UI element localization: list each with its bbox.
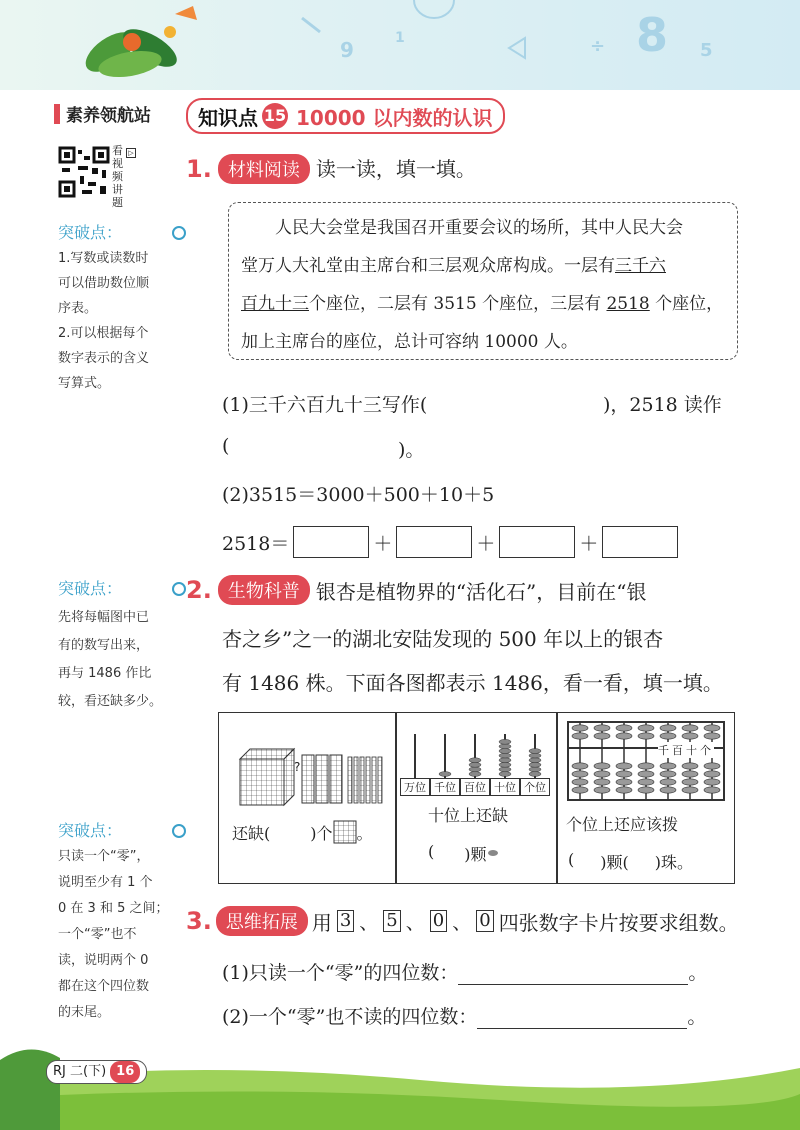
- q1-part2-lhs: 2518＝: [222, 532, 290, 555]
- abacus-bead: [499, 758, 511, 763]
- reading-line: 人民大会堂是我国召开重要会议的场所，其中人民大会: [275, 218, 683, 238]
- abacus-bead: [616, 779, 632, 785]
- plus-sign: ＋: [373, 532, 393, 555]
- number-card: 5: [383, 910, 400, 932]
- abacus-bead: [529, 753, 541, 758]
- abacus-bead: [638, 771, 654, 777]
- abacus-bead: [499, 749, 511, 754]
- abacus-bead: [469, 758, 481, 763]
- thousand-cube: [240, 749, 294, 805]
- abacus-labels: 千百十个: [658, 744, 714, 757]
- abacus-bead: [638, 733, 654, 739]
- q3-part1-label: (1)只读一个“零”的四位数：: [222, 962, 459, 984]
- panel3-fill-b: )颗(: [600, 853, 629, 872]
- answer-blank-5[interactable]: [574, 850, 600, 873]
- decor-glyph: 5: [700, 40, 713, 61]
- abacus-bead: [660, 763, 676, 769]
- bead-icon: [487, 848, 499, 858]
- decor-glyph: ÷: [590, 36, 606, 57]
- abacus-bead: [704, 787, 720, 793]
- station-marker: [54, 104, 60, 124]
- abacus-bead: [682, 787, 698, 793]
- reading-line: 堂万人大礼堂由主席台和三层观众席构成。一层有三千六: [241, 256, 666, 276]
- panel1-fill-b: )个: [310, 823, 333, 843]
- abacus-bead: [616, 787, 632, 793]
- abacus-bead: [469, 772, 481, 777]
- abacus-bead: [499, 762, 511, 767]
- abacus-bead: [439, 772, 451, 777]
- q2-text-line: 银杏是植物界的“活化石”，目前在“银: [315, 579, 647, 604]
- q3-part2-label: (2)一个“零”也不读的四位数：: [222, 1006, 478, 1028]
- qr-caption: 看 视 频 讲 题: [112, 144, 123, 209]
- tip-pin-icon: [172, 226, 186, 240]
- q1-part1-d: )。: [398, 439, 425, 461]
- abacus-bead: [682, 733, 698, 739]
- abacus-bead: [616, 763, 632, 769]
- place-label: 千位: [430, 778, 460, 796]
- abacus-bead: [660, 725, 676, 731]
- abacus-bead: [660, 771, 676, 777]
- edition-label: RJ 二(下): [53, 1064, 107, 1079]
- page-number: 16: [110, 1061, 140, 1083]
- q3-part2: (2)一个“零”也不读的四位数： 。: [222, 1002, 706, 1029]
- abacus-bead: [682, 763, 698, 769]
- station-title: 素养领航站: [66, 106, 151, 126]
- abacus-bead: [469, 767, 481, 772]
- tip-body: 1.写数或读数时 可以借助数位顺 序表。 2.可以根据每个 数字表示的含义 写算式。: [58, 251, 150, 391]
- panel2-fill: [428, 842, 499, 865]
- q1-header: [186, 147, 476, 191]
- q3-text-b: 四张数字卡片按要求组数。: [498, 910, 739, 935]
- abacus-bead: [572, 733, 588, 739]
- answer-box[interactable]: [499, 526, 575, 558]
- q2-number: 2.: [186, 576, 212, 604]
- abacus-bead: [469, 762, 481, 767]
- answer-box[interactable]: [293, 526, 369, 558]
- number-card: 3: [337, 910, 354, 932]
- q2-text-line: 有 1486 株。下面各图都表示 1486，看一看，填一填。: [222, 671, 723, 695]
- panel1-fill: [232, 820, 373, 844]
- answer-box[interactable]: [602, 526, 678, 558]
- abacus-bead: [594, 725, 610, 731]
- abacus-bead: [616, 725, 632, 731]
- abacus-bead: [660, 733, 676, 739]
- panel3-caption: 个位上还应该拨: [566, 815, 679, 834]
- abacus-bead: [499, 739, 511, 744]
- tip-title: 突破点：: [58, 821, 123, 840]
- decor-glyph: 9: [340, 38, 354, 62]
- hundred-flats: [302, 755, 342, 803]
- abacus-bead: [529, 767, 541, 772]
- q1-badge: 材料阅读: [218, 154, 310, 184]
- tip-pin-icon: [172, 824, 186, 838]
- pencil-decor-icon: [300, 14, 324, 36]
- q1-instruction: 读一读，填一填。: [315, 157, 476, 181]
- abacus-bead: [682, 771, 698, 777]
- panel3-fill-a: (: [568, 850, 575, 869]
- q3-header: 3. 思维拓展 用 3 、 5 、 0 、 0 四张数字卡片按要求组数。: [186, 907, 739, 935]
- triangle-decor-icon: [505, 36, 529, 60]
- footer-edition-tag: [46, 1060, 147, 1084]
- abacus-bead: [638, 779, 654, 785]
- abacus-bead: [594, 733, 610, 739]
- base-ten-blocks: [236, 745, 386, 815]
- abacus-bead: [572, 771, 588, 777]
- answer-box[interactable]: [396, 526, 472, 558]
- abacus-bead: [572, 779, 588, 785]
- abacus-bead: [594, 763, 610, 769]
- ten-rods: [348, 757, 382, 803]
- abacus-bead: [638, 763, 654, 769]
- answer-blank-4[interactable]: [434, 842, 464, 865]
- panel3-fill-c: )珠。: [654, 853, 693, 872]
- question-mark: ?: [294, 760, 301, 774]
- abacus-bead: [572, 763, 588, 769]
- abacus-bead: [704, 763, 720, 769]
- tip-pin-icon: [172, 582, 186, 596]
- panel1-fill-a: 还缺(: [232, 823, 271, 843]
- kp-title: 10000 以内数的认识: [296, 105, 493, 130]
- circle-decor-icon: [410, 0, 460, 20]
- abacus-bead: [638, 787, 654, 793]
- panel-divider: [395, 712, 397, 884]
- decor-glyph: 1: [395, 30, 405, 46]
- tip-body: 先将每幅图中已 有的数写出来， 再与 1486 作比 较，看还缺多少。: [58, 610, 163, 709]
- abacus-bead: [572, 787, 588, 793]
- abacus-bead: [660, 787, 676, 793]
- header-banner: [0, 0, 800, 90]
- leaf-decoration: [60, 2, 220, 88]
- abacus-bead: [704, 725, 720, 731]
- q3-number: 3.: [186, 907, 212, 935]
- answer-blank-6[interactable]: [629, 850, 655, 873]
- abacus-bead: [529, 772, 541, 777]
- abacus-bead: [682, 779, 698, 785]
- abacus-bead: [594, 771, 610, 777]
- abacus-bead: [594, 787, 610, 793]
- answer-line-1[interactable]: [458, 960, 688, 985]
- place-label: 十位: [490, 778, 520, 796]
- play-icon: ▷: [126, 148, 136, 158]
- q1-part2-row: [222, 526, 678, 558]
- plus-sign: ＋: [579, 532, 599, 555]
- kp-label: 知识点: [198, 105, 258, 130]
- q1-part1-a: (1)三千六百九十三写作(: [222, 394, 428, 416]
- plus-sign: ＋: [476, 532, 496, 555]
- abacus-bead: [529, 749, 541, 754]
- number-card: 0: [430, 910, 447, 932]
- q3-badge: 思维拓展: [216, 906, 308, 936]
- abacus-bead: [660, 779, 676, 785]
- q2-text-line: 杏之乡”之一的湖北安陆发现的 500 年以上的银杏: [222, 627, 664, 651]
- place-label: 个位: [520, 778, 550, 796]
- q2-header: [186, 575, 647, 605]
- reading-line: 百九十三个座位，二层有 3515 个座位，三层有 2518 个座位，: [241, 294, 724, 314]
- place-labels: [400, 778, 550, 796]
- abacus-bead: [499, 744, 511, 749]
- decor-glyph: 8: [636, 8, 669, 62]
- abacus-bead: [529, 762, 541, 767]
- abacus-bead: [616, 771, 632, 777]
- q3-part1: (1)只读一个“零”的四位数： 。: [222, 958, 707, 985]
- knowledge-point-header: [186, 98, 505, 134]
- q1-part1-b: )，2518 读作: [603, 394, 722, 416]
- q1-part1-c: (: [222, 435, 230, 457]
- kp-number: 15: [262, 103, 288, 129]
- footer-hills: [0, 1040, 800, 1130]
- reading-line: 加上主席台的座位，总计可容纳 10000 人。: [241, 332, 578, 352]
- q1-part2-equation: (2)3515＝3000＋500＋10＋5: [222, 484, 495, 506]
- q1-number: 1.: [186, 155, 212, 183]
- reading-box: [228, 202, 738, 360]
- abacus-bead: [499, 772, 511, 777]
- abacus-bead: [616, 733, 632, 739]
- abacus-bead: [572, 725, 588, 731]
- answer-blank-1[interactable]: [482, 388, 592, 416]
- number-card: 0: [476, 910, 493, 932]
- abacus-bead: [499, 767, 511, 772]
- abacus-bead: [594, 779, 610, 785]
- panel2-fill-a: (: [428, 842, 435, 861]
- panel1-fill-c: 。: [356, 823, 373, 843]
- abacus-bead: [704, 779, 720, 785]
- answer-line-2[interactable]: [477, 1004, 687, 1029]
- answer-blank-2[interactable]: [240, 433, 390, 461]
- abacus-bead: [499, 753, 511, 758]
- bead-abacus: [566, 720, 726, 802]
- abacus-bead: [638, 725, 654, 731]
- tip-title: 突破点：: [58, 223, 123, 242]
- panel2-caption: 十位上还缺: [428, 806, 509, 825]
- q2-badge: 生物科普: [218, 575, 310, 605]
- abacus-bead: [704, 771, 720, 777]
- tip-body: 只读一个“零”， 说明至少有 1 个 0 在 3 和 5 之间； 一个“零”也不 读，说明两个 0 都在这个四位数 的末尾。: [58, 849, 169, 1020]
- panel2-fill-b: )颗: [464, 845, 487, 864]
- place-label: 百位: [460, 778, 490, 796]
- q3-text-a: 用: [311, 910, 332, 935]
- abacus-bead: [529, 758, 541, 763]
- hundred-flat-icon: [333, 820, 357, 844]
- panel3-fill: [568, 850, 693, 873]
- panel-divider: [556, 712, 558, 884]
- abacus-bead: [704, 733, 720, 739]
- tip-title: 突破点：: [58, 579, 123, 598]
- qr-code[interactable]: [58, 146, 110, 198]
- abacus-bead: [682, 725, 698, 731]
- place-label: 万位: [400, 778, 430, 796]
